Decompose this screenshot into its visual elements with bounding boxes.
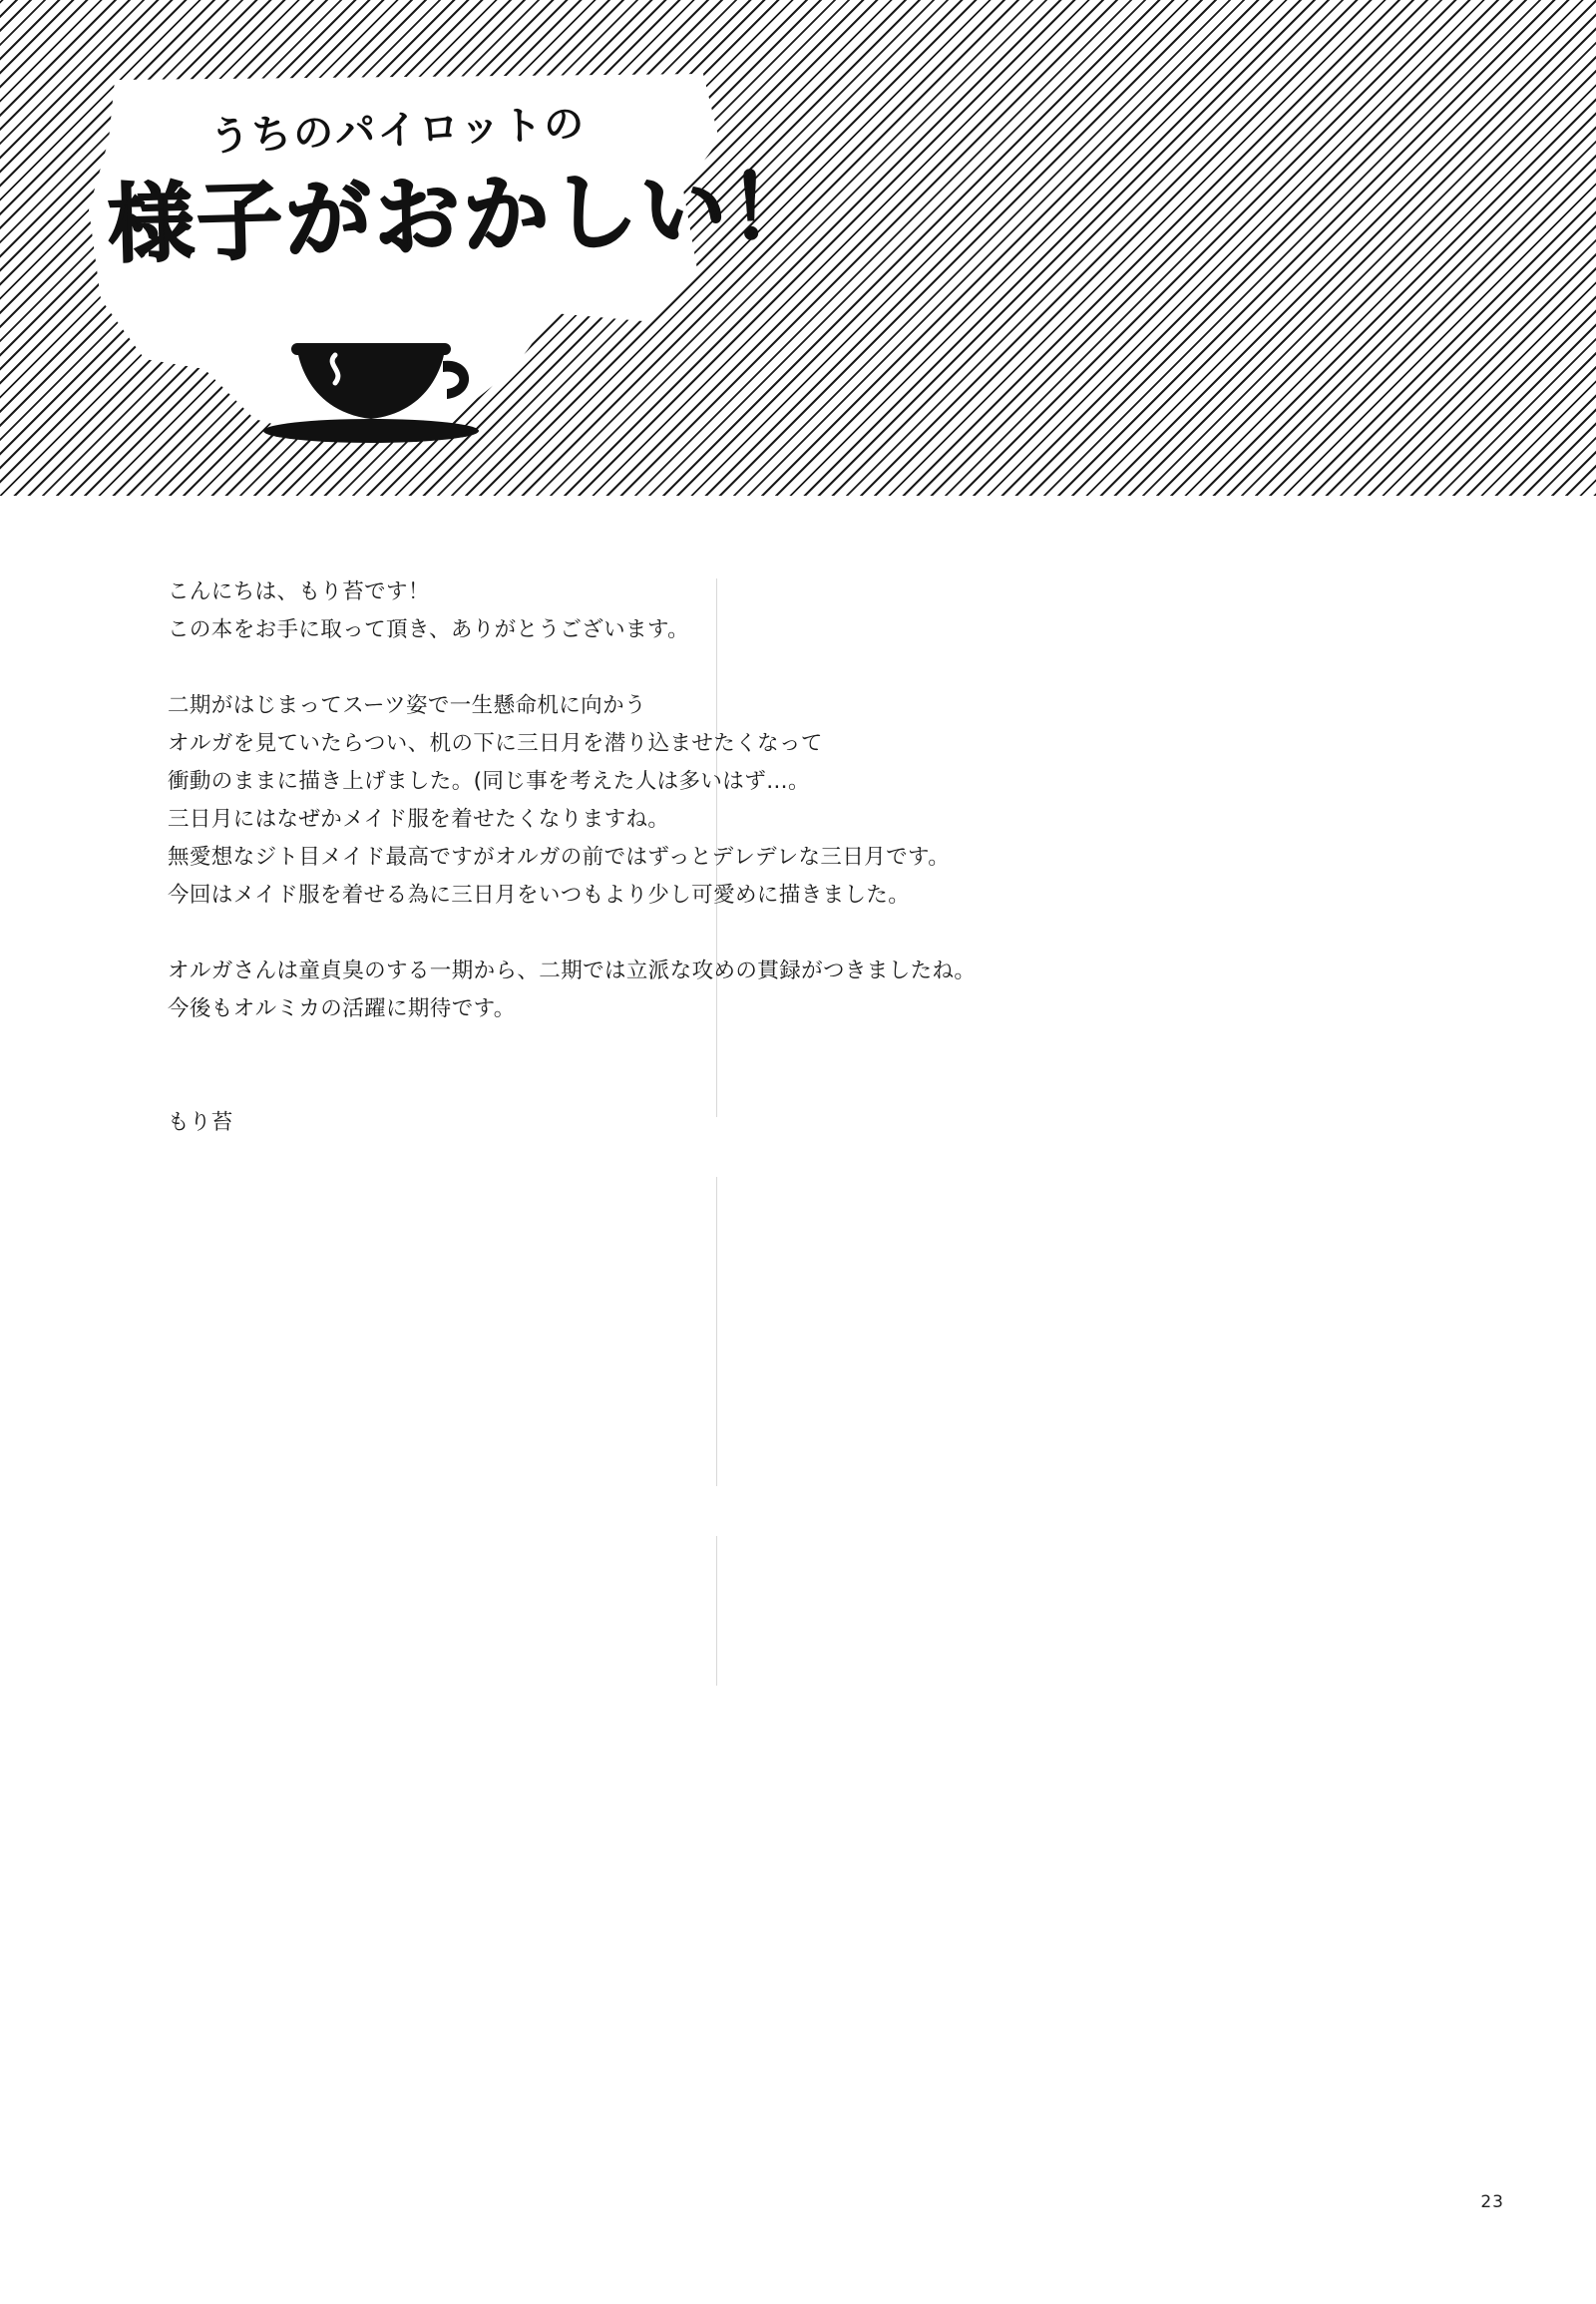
body-line-5: 無愛想なジト目メイド最高ですがオルガの前ではずっとデレデレな三日月です。 (168, 845, 951, 870)
paragraph-gap (168, 649, 1285, 687)
page-number: 23 (1480, 2192, 1504, 2212)
body-line-1: 二期がはじまってスーツ姿で一生懸命机に向かう (168, 693, 646, 718)
body-line-4: 三日月にはなぜかメイド服を着せたくなりますね。 (168, 807, 670, 832)
body-line-3: 衝動のままに描き上げました。(同じ事を考えた人は多いはず…。 (168, 769, 810, 794)
closing-line-2: 今後もオルミカの活躍に期待です。 (168, 996, 516, 1021)
afterword-text (168, 574, 1285, 1142)
signature-gap (168, 1028, 1285, 1104)
closing-line-1: オルガさんは童貞臭のする一期から、二期では立派な攻めの貫録がつきましたね。 (168, 959, 977, 983)
fold-mark-middle (716, 1177, 717, 1486)
body-line-2: オルガを見ていたらつい、机の下に三日月を潜り込ませたくなって (168, 731, 823, 756)
title-small: うちのパイロットの (208, 101, 588, 161)
title-main: 様子がおかしい！ (107, 157, 820, 276)
header-band (0, 0, 1596, 496)
paragraph-gap (168, 915, 1285, 953)
signature: もり苔 (168, 1110, 233, 1135)
teacup-icon (261, 339, 481, 444)
greeting-line-1: こんにちは、もり苔です！ (168, 579, 430, 604)
body-line-6: 今回はメイド服を着せる為に三日月をいつもより少し可愛めに描きました。 (168, 883, 911, 908)
fold-mark-bottom (716, 1536, 717, 1686)
greeting-line-2: この本をお手に取って頂き、ありがとうございます。 (168, 617, 690, 642)
